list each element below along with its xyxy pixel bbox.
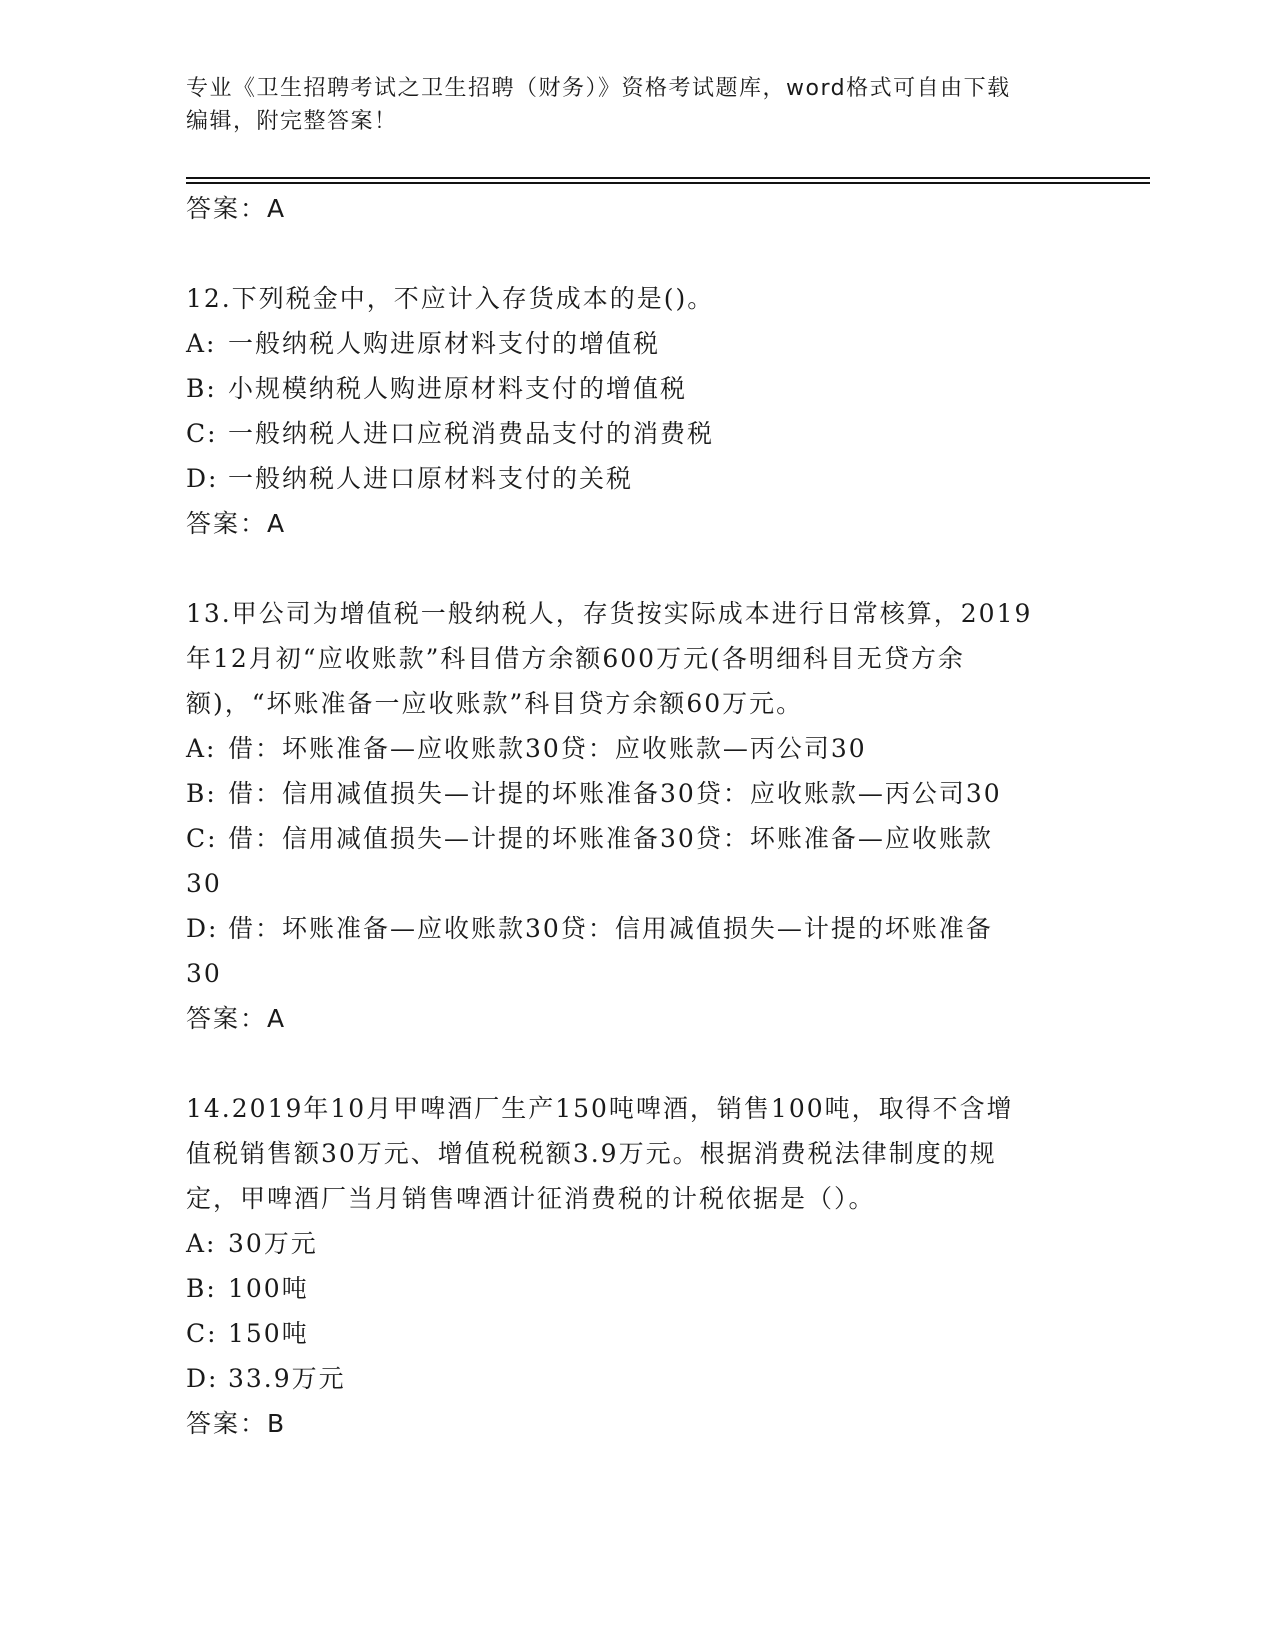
- answer-option: [186, 951, 1086, 996]
- option-text: 一般纳税人进口原材料支付的关税: [228, 464, 634, 493]
- question-stem-line: 额)，“坏账准备一应收账款”科目贷方余额60万元。: [186, 689, 804, 718]
- question-stem-line: 12.下列税金中，不应计入存货成本的是()。: [186, 284, 715, 313]
- option-text: 30: [186, 869, 222, 898]
- option-text: 100吨: [228, 1274, 309, 1303]
- option-key: D:: [186, 464, 219, 493]
- option-key: B:: [186, 1274, 217, 1303]
- option-key: B:: [186, 779, 217, 808]
- option-key: D:: [186, 1364, 219, 1393]
- question-stem-line: 值税销售额30万元、增值税税额3.9万元。根据消费税法律制度的规: [186, 1139, 997, 1168]
- option-key: B:: [186, 374, 217, 403]
- document-header: [186, 72, 1066, 138]
- question-stem-line: 年12月初“应收账款”科目借方余额600万元(各明细科目无贷方余: [186, 644, 965, 673]
- question-stem-line: 定，甲啤酒厂当月销售啤酒计征消费税的计税依据是（）。: [186, 1184, 876, 1213]
- question-answer: 答案：A: [186, 1004, 287, 1033]
- option-key: A:: [186, 329, 217, 358]
- option-key: C:: [186, 824, 218, 853]
- question-block: [186, 276, 1086, 591]
- answer-option: [186, 411, 1086, 456]
- option-text: 小规模纳税人购进原材料支付的增值税: [228, 374, 688, 403]
- question-list: [186, 186, 1086, 1446]
- option-key: C:: [186, 419, 218, 448]
- answer-option: [186, 1311, 1086, 1356]
- option-text: 一般纳税人进口应税消费品支付的消费税: [228, 419, 715, 448]
- header-divider-top: [186, 177, 1150, 179]
- option-text: 30: [186, 959, 222, 988]
- answer-option: [186, 861, 1086, 906]
- question-stem-line: 14.2019年10月甲啤酒厂生产150吨啤酒，销售100吨，取得不含增: [186, 1094, 1014, 1123]
- spacer: [186, 231, 1086, 276]
- header-divider-bottom: [186, 182, 1150, 184]
- answer-option: [186, 1221, 1086, 1266]
- option-text: 借：信用减值损失—计提的坏账准备30贷：应收账款—丙公司30: [228, 779, 1002, 808]
- spacer: [186, 546, 1086, 591]
- answer-option: [186, 1356, 1086, 1401]
- option-key: C:: [186, 1319, 218, 1348]
- option-text: 借：坏账准备—应收账款30贷：信用减值损失—计提的坏账准备: [228, 914, 993, 943]
- spacer: [186, 1041, 1086, 1086]
- question-stem-line: 13.甲公司为增值税一般纳税人，存货按实际成本进行日常核算，2019: [186, 599, 1033, 628]
- answer-option: [186, 771, 1086, 816]
- answer-option: [186, 726, 1086, 771]
- answer-option: [186, 816, 1086, 861]
- answer-option: [186, 1266, 1086, 1311]
- answer-option: [186, 321, 1086, 366]
- question-block: [186, 591, 1086, 1086]
- option-text: 30万元: [228, 1229, 318, 1258]
- question-answer: 答案：B: [186, 1409, 287, 1438]
- option-key: D:: [186, 914, 219, 943]
- question-answer: 答案：A: [186, 509, 287, 538]
- answer-option: [186, 456, 1086, 501]
- option-key: A:: [186, 734, 217, 763]
- option-text: 借：坏账准备—应收账款30贷：应收账款—丙公司30: [228, 734, 867, 763]
- option-text: 一般纳税人购进原材料支付的增值税: [228, 329, 661, 358]
- question-block: [186, 1086, 1086, 1446]
- option-text: 借：信用减值损失—计提的坏账准备30贷：坏账准备—应收账款: [228, 824, 993, 853]
- header-line-2: 编辑，附完整答案！: [186, 109, 398, 134]
- header-line-1: 专业《卫生招聘考试之卫生招聘（财务）》资格考试题库，word格式可自由下载: [186, 76, 1011, 101]
- option-text: 33.9万元: [228, 1364, 346, 1393]
- previous-answer: 答案：A: [186, 194, 287, 223]
- answer-option: [186, 906, 1086, 951]
- option-text: 150吨: [228, 1319, 309, 1348]
- answer-option: [186, 366, 1086, 411]
- option-key: A:: [186, 1229, 217, 1258]
